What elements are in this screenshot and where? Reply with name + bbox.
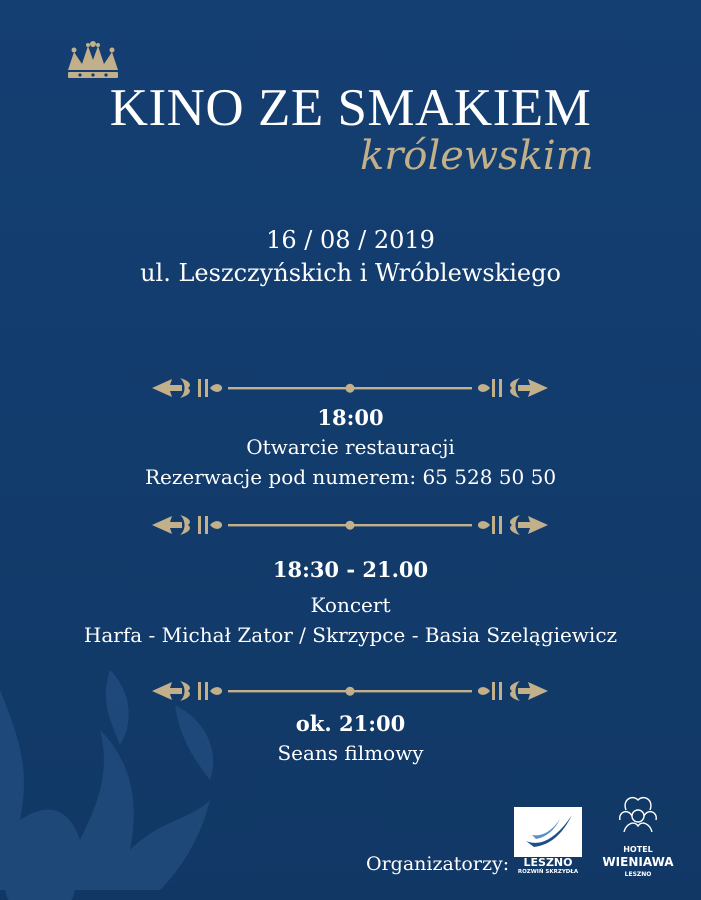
schedule-item (0, 404, 701, 492)
event-address: ul. Leszczyńskich i Wróblewskiego (140, 259, 561, 287)
ornament-divider (150, 373, 550, 403)
leszno-logo-tagline: ROZWIŃ SKRZYDŁA (517, 869, 579, 875)
schedule-line: Harfa - Michał Zator / Skrzypce - Basia Szelągiewicz (83, 623, 618, 647)
schedule-item (0, 556, 701, 650)
ornament-divider (150, 676, 550, 706)
schedule-item (0, 710, 701, 768)
ornament-divider (150, 510, 550, 540)
leszno-logo-name: LESZNO (523, 856, 573, 869)
page-title: KINO ZE SMAKIEM (109, 79, 592, 137)
hotel-logo-top: HOTEL (623, 845, 653, 854)
hotel-logo-bottom: LESZNO (624, 871, 652, 878)
schedule-line: Otwarcie restauracji (246, 435, 455, 459)
schedule-time: 18:00 (317, 405, 384, 430)
schedule-line: Rezerwacje pod numerem: 65 528 50 50 (144, 465, 557, 489)
schedule-time: 18:30 - 21.00 (272, 557, 429, 582)
hotel-wieniawa-logo (598, 790, 678, 885)
crown-icon (64, 40, 122, 82)
leszno-logo (512, 805, 584, 875)
hotel-logo-name: WIENIAWA (602, 855, 674, 869)
event-date: 16 / 08 / 2019 (266, 226, 435, 254)
organizers-label: Organizatorzy: (366, 853, 510, 875)
schedule-line: Koncert (310, 593, 391, 617)
schedule-line: Seans filmowy (277, 741, 424, 765)
schedule-time: ok. 21:00 (295, 711, 406, 736)
page-subtitle: królewskim (360, 133, 594, 179)
